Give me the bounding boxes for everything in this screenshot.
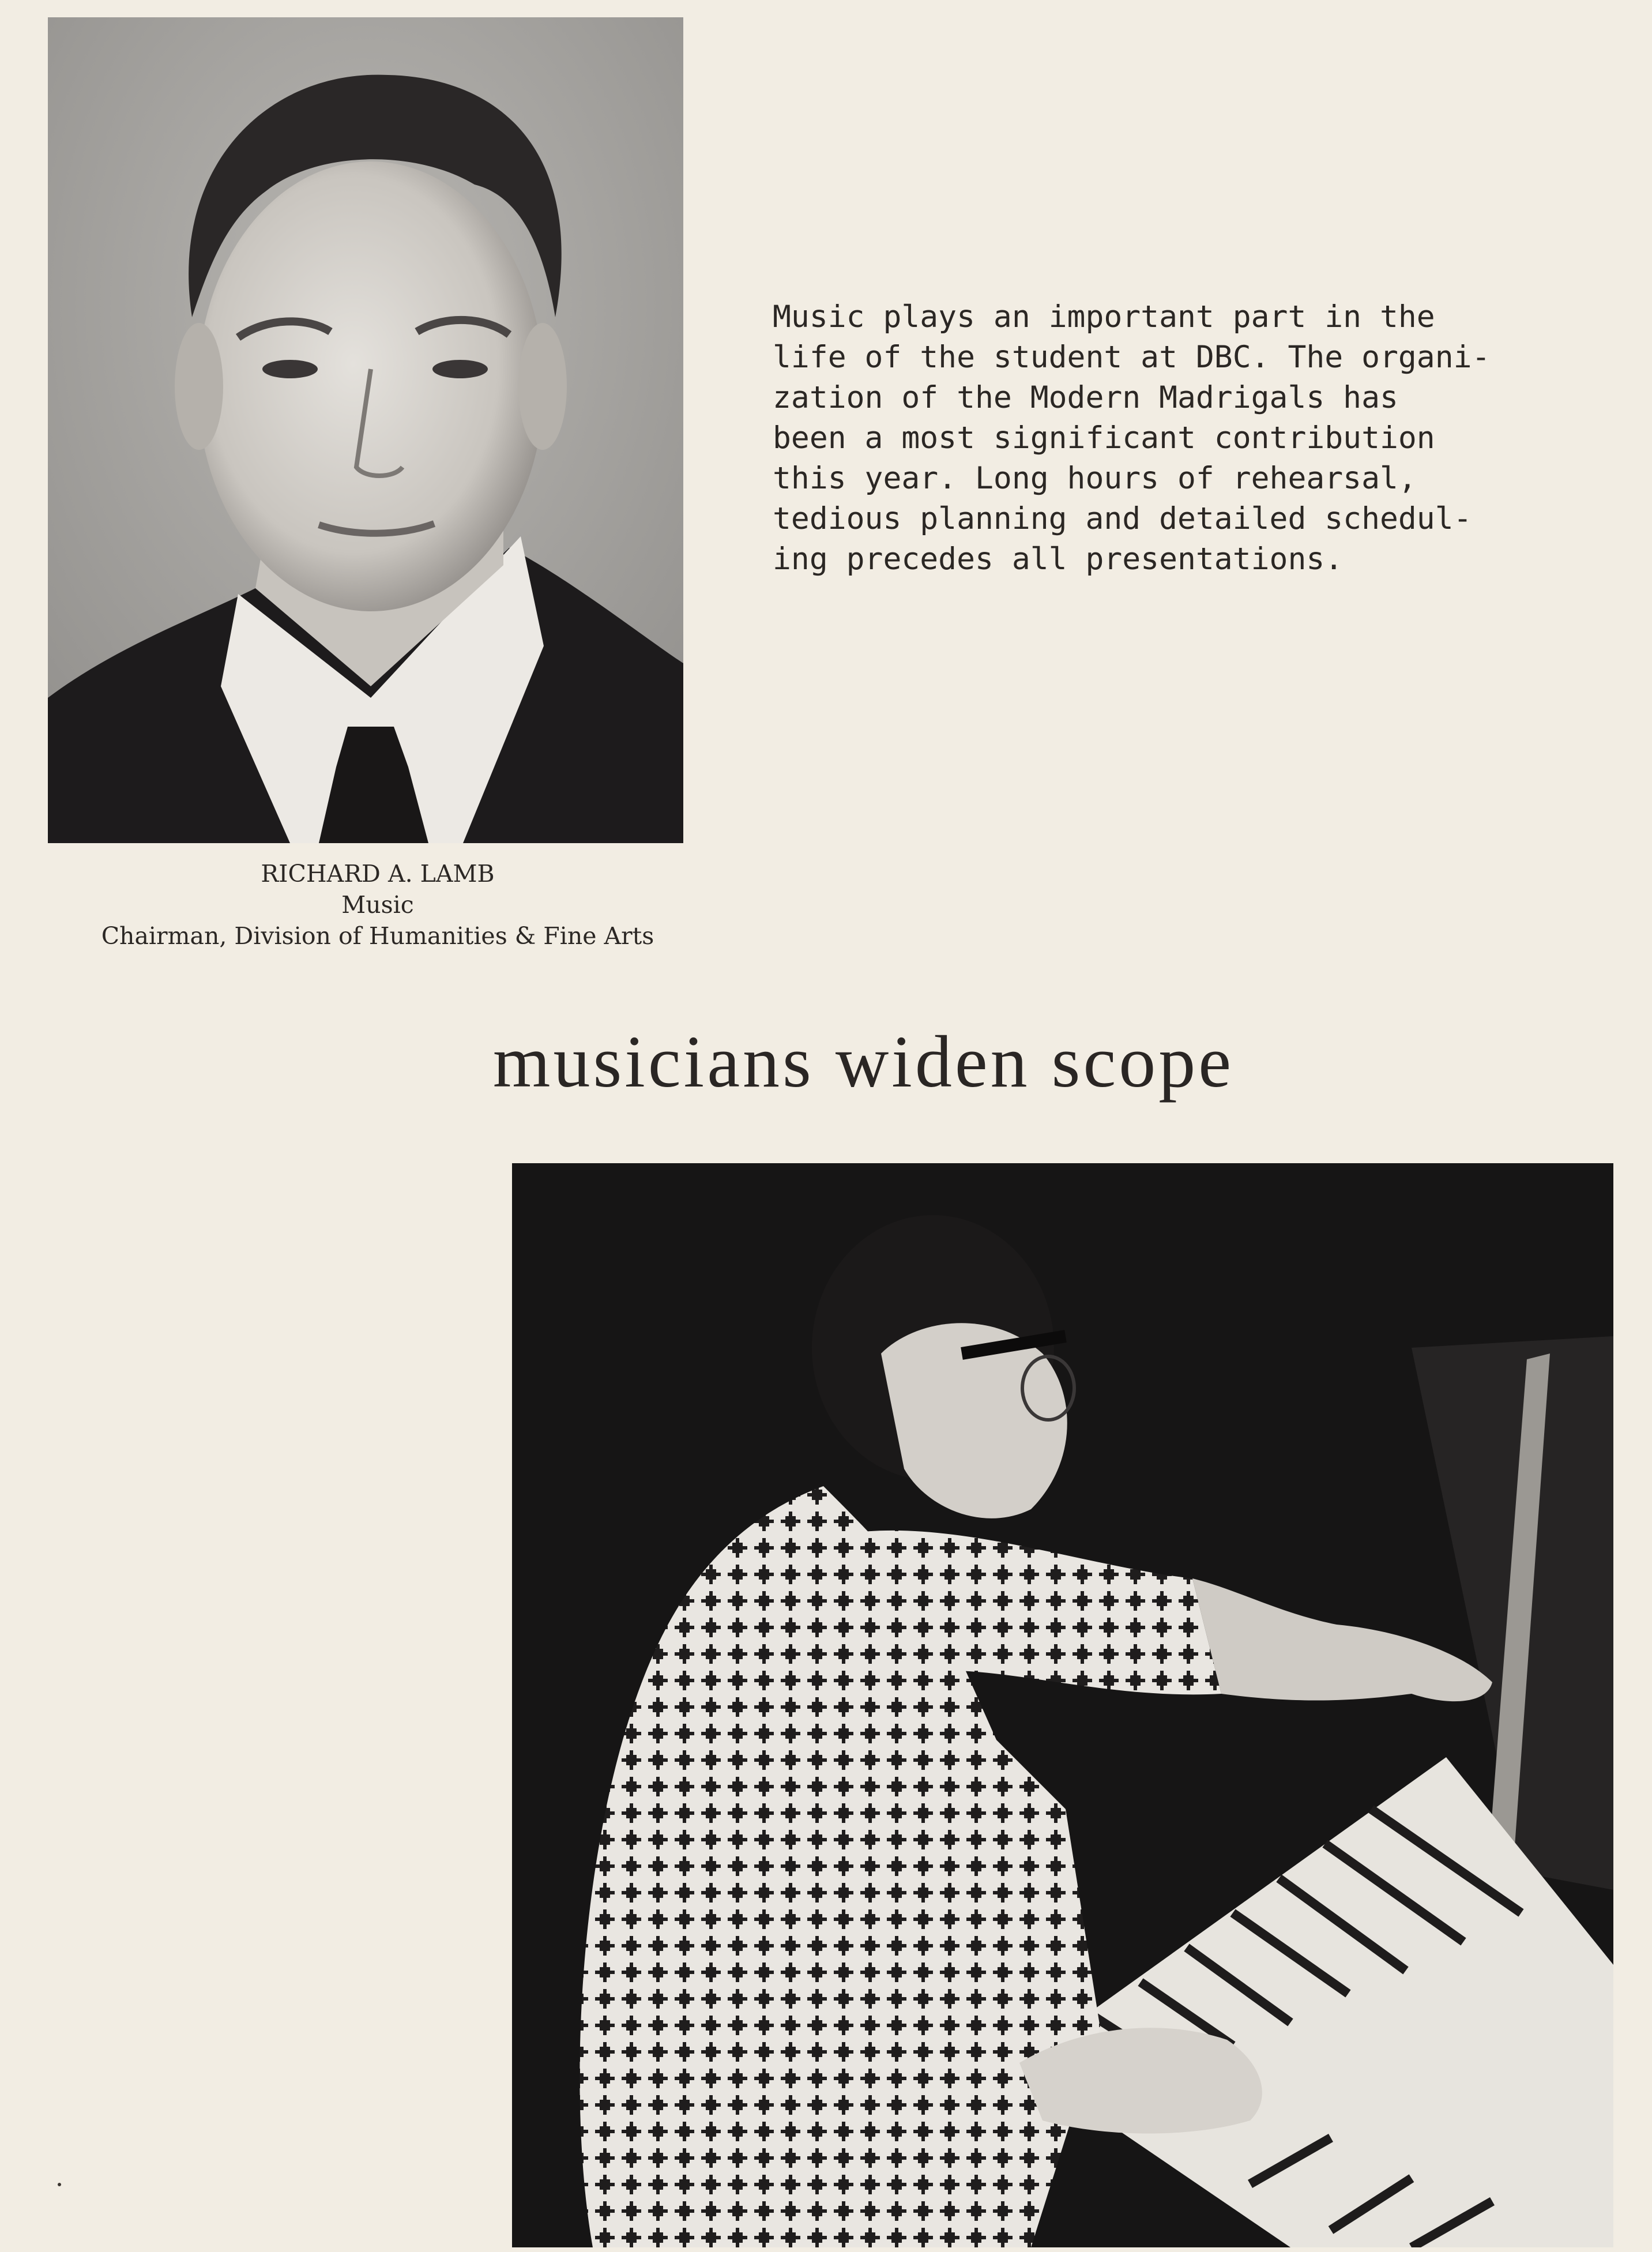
paragraph-line: life of the student at DBC. The organi- — [773, 340, 1491, 375]
portrait-illustration — [48, 17, 683, 843]
intro-paragraph — [773, 297, 1534, 580]
paragraph-line: this year. Long hours of rehearsal, — [773, 461, 1417, 496]
portrait-caption — [35, 858, 721, 952]
paragraph-line: zation of the Modern Madrigals has — [773, 380, 1398, 415]
portrait-photo — [48, 17, 683, 843]
pianist-illustration — [512, 1163, 1613, 2247]
page-speck — [58, 2183, 61, 2186]
caption-department: Music — [341, 891, 414, 919]
paragraph-line: Music plays an important part in the — [773, 299, 1435, 334]
pianist-photo — [512, 1163, 1613, 2247]
page-heading: musicians widen scope — [492, 1021, 1235, 1103]
paragraph-line: been a most significant contribution — [773, 420, 1435, 456]
caption-name: RICHARD A. LAMB — [261, 860, 495, 888]
caption-title: Chairman, Division of Humanities & Fine Arts — [101, 922, 654, 950]
paragraph-line: ing precedes all presentations. — [773, 542, 1344, 577]
paragraph-line: tedious planning and detailed schedul- — [773, 501, 1472, 536]
